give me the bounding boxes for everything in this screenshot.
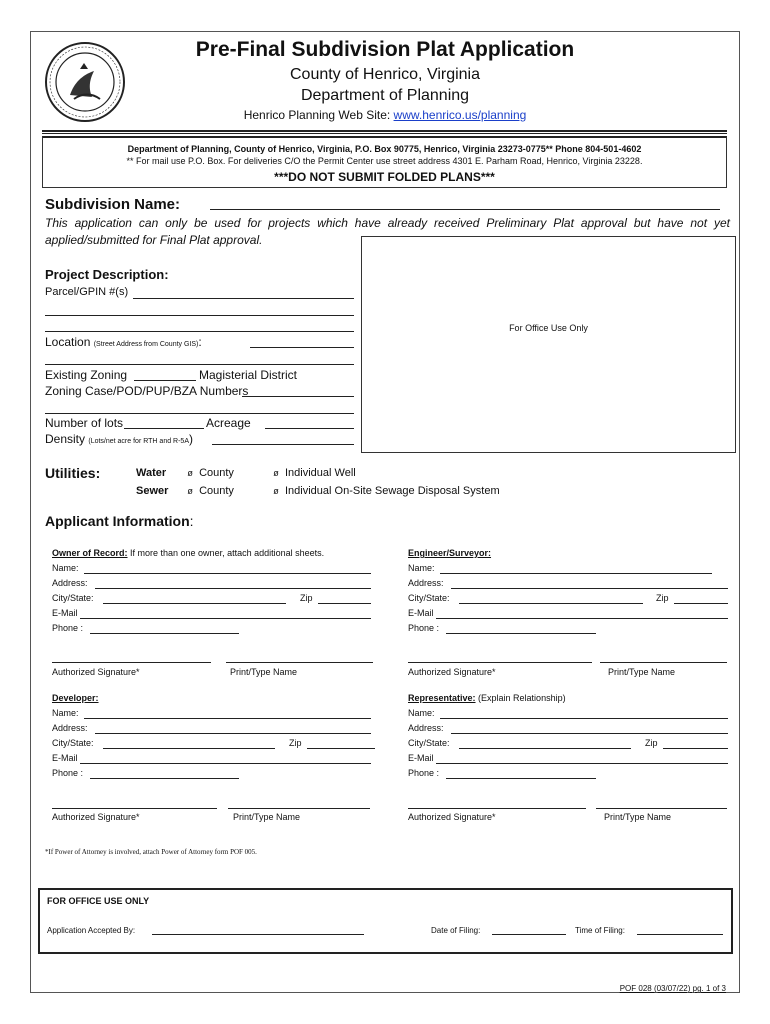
representative-address-field[interactable] xyxy=(451,733,728,734)
owner-name-label: Name: xyxy=(52,563,79,573)
owner-heading xyxy=(52,548,324,558)
developer-city-field[interactable] xyxy=(103,748,275,749)
applicant-heading xyxy=(45,513,194,529)
water-county-checkbox[interactable]: ø xyxy=(187,468,193,478)
density-field[interactable] xyxy=(212,444,354,445)
sewer-label: Sewer xyxy=(136,485,169,497)
representative-email-field[interactable] xyxy=(436,763,728,764)
location-field-2[interactable] xyxy=(45,364,354,365)
location-field[interactable] xyxy=(250,347,354,348)
date-of-filing-field[interactable] xyxy=(492,934,566,935)
developer-email-label: E-Mail xyxy=(52,753,78,763)
engineer-signature-field[interactable] xyxy=(408,662,592,663)
representative-print-name-field[interactable] xyxy=(596,808,727,809)
zoning-case-field[interactable] xyxy=(242,396,354,397)
density-label: Density xyxy=(45,432,86,446)
owner-phone-label: Phone : xyxy=(52,623,84,633)
owner-signature-field[interactable] xyxy=(52,662,211,663)
representative-note: (Explain Relationship) xyxy=(475,693,566,703)
number-of-lots-label: Number of lots xyxy=(45,416,124,430)
representative-signature-field[interactable] xyxy=(408,808,586,809)
acreage-label: Acreage xyxy=(206,416,251,430)
engineer-heading xyxy=(408,548,491,558)
representative-label: Representative: xyxy=(408,693,476,703)
time-of-filing-field[interactable] xyxy=(637,934,723,935)
subdivision-name-field[interactable] xyxy=(210,209,720,210)
website-link[interactable]: www.henrico.us/planning xyxy=(393,108,527,122)
address-box xyxy=(42,136,727,188)
representative-phone-field[interactable] xyxy=(446,778,596,779)
developer-city-label: City/State: xyxy=(52,738,94,748)
county-seal-icon xyxy=(44,41,126,123)
owner-sig-label: Authorized Signature* xyxy=(52,667,140,677)
engineer-city-label: City/State: xyxy=(408,593,450,603)
county-name: County of Henrico, Virginia xyxy=(289,66,481,83)
sewer-septic-label: Individual On-Site Sewage Disposal System xyxy=(285,485,500,497)
developer-sig-label: Authorized Signature* xyxy=(52,812,140,822)
water-well-option xyxy=(271,467,356,479)
sewer-septic-option xyxy=(271,485,500,497)
header-rule-thin xyxy=(42,133,727,134)
developer-signature-field[interactable] xyxy=(52,808,217,809)
owner-print-label: Print/Type Name xyxy=(230,667,298,677)
representative-zip-field[interactable] xyxy=(663,748,728,749)
engineer-city-field[interactable] xyxy=(459,603,643,604)
number-of-lots-field[interactable] xyxy=(124,428,204,429)
existing-zoning-field[interactable] xyxy=(134,380,196,381)
owner-zip-field[interactable] xyxy=(318,603,371,604)
owner-phone-field[interactable] xyxy=(90,633,239,634)
location-line xyxy=(45,335,202,349)
acreage-field[interactable] xyxy=(265,428,354,429)
engineer-address-field[interactable] xyxy=(451,588,728,589)
engineer-label: Engineer/Surveyor: xyxy=(408,548,492,558)
owner-address-label: Address: xyxy=(52,578,88,588)
developer-phone-field[interactable] xyxy=(90,778,239,779)
owner-zip-label: Zip xyxy=(300,593,313,603)
water-row xyxy=(136,467,234,479)
owner-email-field[interactable] xyxy=(80,618,371,619)
owner-address-field[interactable] xyxy=(95,588,371,589)
date-of-filing-label: Date of Filing: xyxy=(431,926,481,935)
engineer-name-field[interactable] xyxy=(440,573,712,574)
developer-print-name-field[interactable] xyxy=(228,808,370,809)
developer-heading xyxy=(52,693,99,703)
developer-phone-label: Phone : xyxy=(52,768,84,778)
magisterial-district-label: Magisterial District xyxy=(199,368,298,382)
representative-zip-label: Zip xyxy=(645,738,658,748)
representative-heading xyxy=(408,693,566,703)
header-rule xyxy=(42,130,727,132)
engineer-sig-label: Authorized Signature* xyxy=(408,667,496,677)
developer-address-field[interactable] xyxy=(95,733,371,734)
folded-plans-warning: ***DO NOT SUBMIT FOLDED PLANS*** xyxy=(274,170,495,184)
parcel-field[interactable] xyxy=(133,298,354,299)
representative-address-label: Address: xyxy=(408,723,444,733)
parcel-label: Parcel/GPIN #(s) xyxy=(45,286,129,298)
power-of-attorney-note: *If Power of Attorney is involved, attach Power of Attorney form POF 005. xyxy=(45,848,257,856)
developer-name-field[interactable] xyxy=(84,718,371,719)
engineer-name-label: Name: xyxy=(408,563,435,573)
engineer-email-field[interactable] xyxy=(436,618,728,619)
address-line: Department of Planning, County of Henrico, Virginia, P.O. Box 90775, Henrico, Virginia 23273-0775** Phone 804-501-4602 xyxy=(127,144,642,154)
owner-city-field[interactable] xyxy=(103,603,286,604)
website-line xyxy=(130,108,640,122)
developer-print-label: Print/Type Name xyxy=(233,812,301,822)
delivery-note: ** For mail use P.O. Box. For deliveries C/O the Permit Center use street address 4301 E. Parham Road, Henrico, Virginia 23228. xyxy=(126,156,643,166)
developer-address-label: Address: xyxy=(52,723,88,733)
sewer-septic-checkbox[interactable]: ø xyxy=(273,486,279,496)
zoning-case-field-2[interactable] xyxy=(45,413,354,414)
engineer-print-label: Print/Type Name xyxy=(608,667,676,677)
engineer-email-label: E-Mail xyxy=(408,608,434,618)
representative-print-label: Print/Type Name xyxy=(604,812,672,822)
existing-zoning-label: Existing Zoning xyxy=(45,368,128,382)
representative-sig-label: Authorized Signature* xyxy=(408,812,496,822)
water-well-label: Individual Well xyxy=(285,467,356,479)
location-colon: : xyxy=(198,335,202,349)
developer-label: Developer: xyxy=(52,693,99,703)
density-line xyxy=(45,432,193,446)
office-use-bottom-box xyxy=(38,888,733,954)
location-note: (Street Address from County GIS) xyxy=(93,341,199,348)
subdivision-name-label: Subdivision Name: xyxy=(45,196,181,213)
sewer-county-label: County xyxy=(199,485,234,497)
developer-email-field[interactable] xyxy=(80,763,371,764)
engineer-zip-label: Zip xyxy=(656,593,669,603)
intro-text: This application can only be used for projects which have already received Preliminary Plat approval but have not yet applied/submitted for Final Plat approval. xyxy=(45,216,730,247)
owner-name-field[interactable] xyxy=(84,573,371,574)
accepted-by-label: Application Accepted By: xyxy=(47,926,136,935)
developer-zip-label: Zip xyxy=(289,738,302,748)
owner-note: If more than one owner, attach additional sheets. xyxy=(127,548,325,558)
owner-city-label: City/State: xyxy=(52,593,94,603)
water-well-checkbox[interactable]: ø xyxy=(273,468,279,478)
project-description-heading: Project Description: xyxy=(45,267,169,282)
accepted-by-field[interactable] xyxy=(152,934,364,935)
sewer-county-checkbox[interactable]: ø xyxy=(187,486,193,496)
density-close: ) xyxy=(189,432,193,446)
water-county-label: County xyxy=(199,467,234,479)
engineer-phone-field[interactable] xyxy=(446,633,596,634)
parcel-field-3[interactable] xyxy=(45,331,354,332)
parcel-field-2[interactable] xyxy=(45,315,354,316)
representative-phone-label: Phone : xyxy=(408,768,440,778)
engineer-phone-label: Phone : xyxy=(408,623,440,633)
representative-name-label: Name: xyxy=(408,708,435,718)
engineer-zip-field[interactable] xyxy=(674,603,728,604)
engineer-address-label: Address: xyxy=(408,578,444,588)
developer-name-label: Name: xyxy=(52,708,79,718)
representative-city-field[interactable] xyxy=(459,748,631,749)
representative-email-label: E-Mail xyxy=(408,753,434,763)
owner-label: Owner of Record: xyxy=(52,548,128,558)
applicant-heading-text: Applicant Information xyxy=(45,513,190,529)
website-label: Henrico Planning Web Site: xyxy=(243,108,394,122)
owner-email-label: E-Mail xyxy=(52,608,78,618)
water-label: Water xyxy=(136,467,167,479)
owner-print-name-field[interactable] xyxy=(226,662,373,663)
utilities-heading: Utilities: xyxy=(45,465,101,481)
time-of-filing-label: Time of Filing: xyxy=(575,926,625,935)
office-use-label: For Office Use Only xyxy=(509,323,588,333)
applicant-heading-colon: : xyxy=(189,513,194,529)
page-title: Pre-Final Subdivision Plat Application xyxy=(195,38,575,61)
form-id: POF 028 (03/07/22) pg. 1 of 3 xyxy=(619,984,726,993)
zoning-case-label: Zoning Case/POD/PUP/BZA Numbers xyxy=(45,384,249,398)
engineer-print-name-field[interactable] xyxy=(600,662,727,663)
sewer-row xyxy=(136,485,234,497)
developer-zip-field[interactable] xyxy=(307,748,375,749)
density-note: (Lots/net acre for RTH and R-5A xyxy=(88,438,189,445)
department-name: Department of Planning xyxy=(300,87,470,104)
office-use-box xyxy=(361,236,736,453)
representative-name-field[interactable] xyxy=(440,718,728,719)
representative-city-label: City/State: xyxy=(408,738,450,748)
location-label: Location xyxy=(45,335,91,349)
office-use-bottom-title: FOR OFFICE USE ONLY xyxy=(47,896,150,906)
